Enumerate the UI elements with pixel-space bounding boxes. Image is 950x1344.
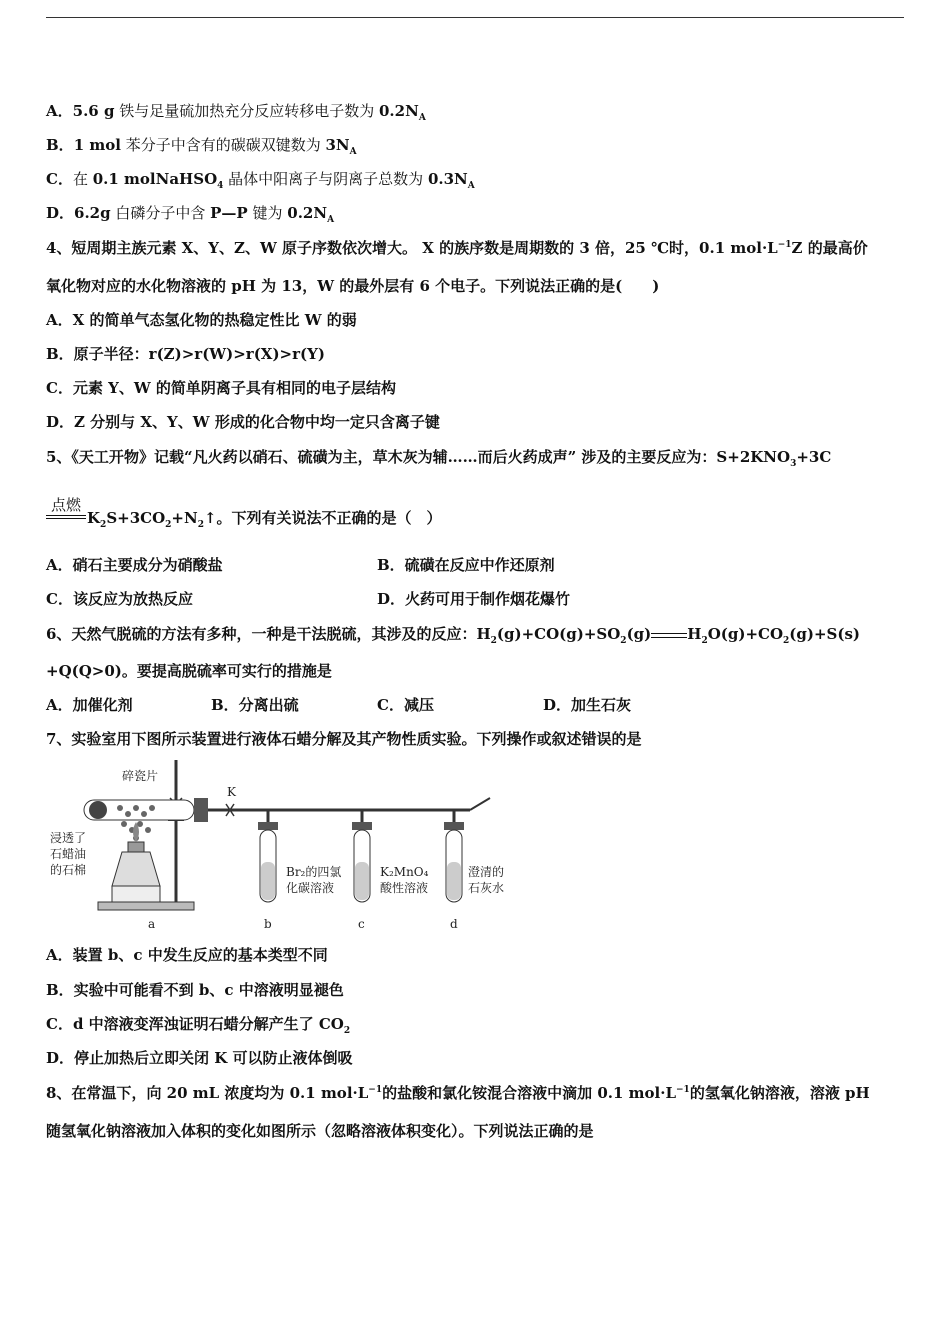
label-soaked-3: 的石棉 <box>50 863 87 877</box>
tube-d <box>444 822 464 902</box>
q6-stem-line1: 6、天然气脱硫的方法有多种，一种是干法脱硫，其涉及的反应：$H_2(g)+CO(g)+SO_2(g)$ $H_2O(g)+CO_2(g)+S(s)$ <box>46 625 861 646</box>
ignition-condition: 点燃 <box>46 497 86 519</box>
label-soaked-2: 石蜡油 <box>50 847 87 861</box>
q5-option-a: A．硝石主要成分为硝酸盐 <box>46 556 223 574</box>
q6-option-c: C．减压 <box>377 696 434 714</box>
label-tube-b-1: Br₂的四氯 <box>286 865 342 879</box>
q4-option-a: A．X 的简单气态氢化物的热稳定性比 W 的弱 <box>46 311 357 329</box>
tube-c <box>352 822 372 902</box>
q7-stem: 7、实验室用下图所示装置进行液体石蜡分解及其产物性质实验。下列操作或叙述错误的是 <box>46 730 642 748</box>
label-tube-d-1: 澄清的 <box>468 865 505 879</box>
label-d: d <box>450 917 458 931</box>
label-tube-c-2: 酸性溶液 <box>380 881 429 895</box>
q3-option-c: C．在 0.1 molNaHSO$_4$ 晶体中阳离子与阴离子总数为 $0.3N_A$ <box>46 170 475 191</box>
q3-option-d: D．6.2g 白磷分子中含 P—P 键为 $0.2N_A$ <box>46 204 335 225</box>
q6-option-d: D．加生石灰 <box>543 696 632 714</box>
q3-option-b: B．1 mol 苯分子中含有的碳碳双键数为 $3N_A$ <box>46 136 357 157</box>
q6-option-a: A．加催化剂 <box>46 696 133 714</box>
experiment-apparatus-figure <box>50 758 520 934</box>
q5-stem-line1: 5、《天工开物》记载“凡火药以硝石、硫磺为主，草木灰为辅……而后火药成声” 涉及的主要反应为：$S+2KNO_3+3C$ <box>46 448 832 469</box>
q4-stem-line2: 氧化物对应的水化物溶液的 pH 为 13，W 的最外层有 6 个电子。下列说法正确的是( ) <box>46 277 660 295</box>
q5-stem-line2: $K_2S+3CO_2+N_2↑$。下列有关说法不正确的是（ ） <box>87 509 442 530</box>
q6-option-b: B．分离出硫 <box>211 696 299 714</box>
q7-option-b: B．实验中可能看不到 b、c 中溶液明显褪色 <box>46 981 344 999</box>
tube-b <box>258 822 278 902</box>
header-rule <box>46 17 904 18</box>
label-a: a <box>148 917 156 931</box>
q5-option-c: C．该反应为放热反应 <box>46 590 193 608</box>
q3-option-a: A．5.6 g 铁与足量硫加热充分反应转移电子数为 $0.2N_A$ <box>46 102 426 123</box>
q4-option-c: C．元素 Y、W 的简单阴离子具有相同的电子层结构 <box>46 379 396 397</box>
q5-option-b: B．硫磺在反应中作还原剂 <box>377 556 555 574</box>
q4-option-d: D．Z 分别与 X、Y、W 形成的化合物中均一定只含离子键 <box>46 413 440 431</box>
q5-option-d: D．火药可用于制作烟花爆竹 <box>377 590 571 608</box>
q8-stem-line2: 随氢氧化钠溶液加入体积的变化如图所示（忽略溶液体积变化）。下列说法正确的是 <box>46 1122 594 1140</box>
q8-stem-line1: 8、在常温下，向 20 mL 浓度均为 0.1 $mol\cdot L^{-1}$的盐酸和氯化铵混合溶液中滴加 0.1 $mol\cdot L^{-1}$的氢氧化钠溶液，溶液 pH <box>46 1084 870 1102</box>
equilibrium-arrow-icon <box>651 631 687 639</box>
q4-stem-line1: 4、短周期主族元素 X、Y、Z、W 原子序数依次增大。 X 的族序数是周期数的 3 倍，25 ℃时，0.1 $mol\cdot L^{-1}Z$ 的最高价 <box>46 239 868 257</box>
q6-stem-line2: +Q(Q>0)。要提高脱硫率可实行的措施是 <box>46 662 332 680</box>
q4-option-b: B．原子半径：r(Z)>r(W)>r(X)>r(Y) <box>46 345 325 363</box>
valve-k-label: K <box>227 785 236 799</box>
label-tube-d-2: 石灰水 <box>468 881 505 895</box>
label-tube-c-1: K₂MnO₄ <box>380 865 429 879</box>
label-tube-b-2: 化碳溶液 <box>286 881 335 895</box>
q7-option-a: A．装置 b、c 中发生反应的基本类型不同 <box>46 946 328 964</box>
q7-option-c: C．d 中溶液变浑浊证明石蜡分解产生了 $CO_2$ <box>46 1015 351 1036</box>
q7-option-d: D．停止加热后立即关闭 K 可以防止液体倒吸 <box>46 1049 353 1067</box>
label-b: b <box>264 917 272 931</box>
label-c: c <box>358 917 365 931</box>
label-porcelain-chips: 碎瓷片 <box>122 769 159 783</box>
label-soaked-1: 浸透了 <box>50 831 87 845</box>
